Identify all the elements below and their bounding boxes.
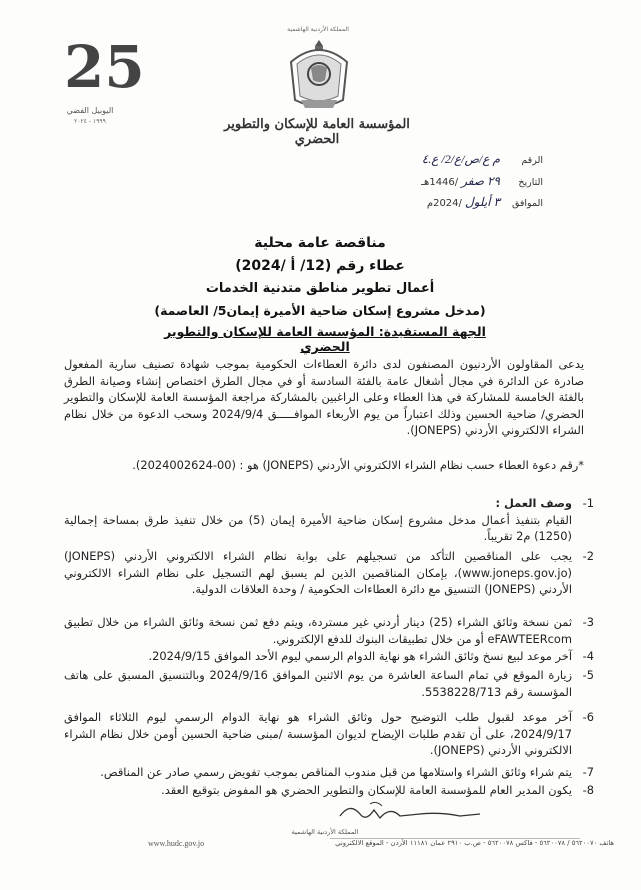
item-number: 2-: [582, 549, 594, 563]
gregorian-date-row: [373, 195, 543, 210]
item-text: يكون المدير العام للمؤسسة العامة للإسكان والتطوير الحضري هو المفوض بتوقيع العقد.: [161, 783, 572, 797]
item-text: يتم شراء وثائق الشراء واستلامها من قبل مندوب المناقص بموجب تفويض رسمي صادر عن المناقص.: [100, 765, 572, 779]
item-number: 5-: [582, 668, 594, 682]
footer-address: هاتف ٥٦٢٠٠٧٠ / ٥٦٢٠٠٧٨ - فاكس ٥٦٢٠٠٧٨ - ص.ب ٢٩١٠ عمان ١١١٨١ الأردن - الموقع الالكتروني: [335, 839, 614, 847]
organization-name: المؤسسة العامة للإسكان والتطوير الحضري: [224, 117, 410, 147]
item-text: زيارة الموقع في تمام الساعة العاشرة من يوم الاثنين الموافق 2024/9/16 وبالتنسيق المسبق على هاتف المؤسسة رقم 5538228/713.: [64, 668, 573, 699]
kingdom-label: المملكة الأردنية الهاشمية: [287, 26, 349, 33]
tender-subject: أعمال تطوير مناطق متدنية الخدمات: [205, 281, 435, 296]
signature-icon: [330, 796, 490, 828]
gregorian-date-value: ٣ أيلول: [464, 195, 500, 209]
hijri-date-row: [373, 174, 543, 189]
list-item: [64, 495, 594, 545]
reference-row: [373, 152, 543, 167]
logo-number: 25: [64, 33, 145, 101]
coat-of-arms-icon: [285, 34, 353, 112]
logo-caption: اليوبيل الفضي: [66, 106, 114, 115]
list-item: [64, 764, 594, 781]
list-item: [64, 614, 594, 648]
list-item: [64, 667, 594, 701]
intro-paragraph: يدعى المقاولون الأردنيون المصنفون لدى دائرة العطاءات الحكومية بموجب شهادة تصنيف سارية المفعول صادرة عن الدائرة في مجال أشغال عامة بالفئة السادسة أو في مجال الطرق اختصاص إنشاء وصيانة الطرق بالفئة الخامسة للمشاركة في هذا العطاء وعلى الراغبين بالمشاركة مراجعة المؤسسة العامة للإسكان والتطوير الحضري/ ضاحية الحسين وذلك اعتباراً من يوم الأربعاء الموافـــــق 2024/9/4 وسحب الدعوة من خلال نظام الشراء الالكتروني الأردني (JONEPS).: [64, 357, 584, 437]
gregorian-date-label: الموافق: [511, 198, 543, 209]
item-number: 1-: [582, 496, 594, 510]
hijri-date-value: ٢٩ صفر: [461, 174, 500, 188]
logo-years: ١٩٩٩ - ٢٠٢٤: [74, 118, 106, 125]
tender-type: مناقصة عامة محلية: [254, 235, 386, 251]
item-text: يجب على المناقصين التأكد من تسجيلهم على بوابة نظام الشراء الالكتروني الأردني (JONEPS) (www.joneps.gov.jo)، بإمكان المناقصين الذين لم يسبق لهم التسجيل على نظام الشراء الالكتروني الأردني (JONEPS) التنسيق مع دائرة العطاءات الحكومية / وحدة العلاقات الدولية.: [64, 549, 572, 596]
gregorian-date-suffix: /2024م: [426, 198, 462, 209]
hijri-date-label: التاريخ: [518, 177, 543, 188]
list-item: [64, 782, 594, 799]
reference-label: الرقم: [521, 155, 543, 166]
footer-website: www.hudc.gov.jo: [148, 839, 205, 848]
item-text: آخر موعد لبيع نسخ وثائق الشراء هو نهاية الدوام الرسمي ليوم الأحد الموافق 2024/9/15.: [148, 649, 572, 663]
item-heading: وصف العمل :: [495, 496, 572, 510]
item-text: ثمن نسخة وثائق الشراء (25) دينار أردني غير مستردة، ويتم دفع ثمن نسخة وثائق الشراء من خلال تطبيق eFAWTEERcom أو من خلال تطبيقات البنوك للدفع الإلكتروني.: [64, 615, 573, 646]
silver-jubilee-logo: [58, 32, 145, 127]
item-number: 7-: [582, 765, 594, 779]
invitation-reference: *رقم دعوة العطاء حسب نظام الشراء الالكتروني الأردني (JONEPS) هو : (00-2024002624).: [132, 458, 584, 472]
list-item: [64, 648, 594, 665]
item-text: القيام بتنفيذ أعمال مدخل مشروع إسكان ضاحية الأميرة إيمان (5) من خلال تنفيذ طرق بمساحة إجمالية (1250) م2 تقريباً.: [64, 512, 572, 543]
tender-location: (مدخل مشروع إسكان ضاحية الأميرة إيمان5/ العاصمة): [154, 303, 486, 318]
item-number: 8-: [582, 783, 594, 797]
item-number: 6-: [582, 710, 594, 724]
list-item: [64, 548, 594, 614]
item-text: آخر موعد لقبول طلب التوضيح حول وثائق الشراء هو نهاية الدوام الرسمي ليوم الثلاثاء الموافق 2024/9/17، على أن تقدم طلبات الإيضاح لديوان المؤسسة /مبنى ضاحية الحسين أومن خلال نظام الشراء الالكتروني الأردني (JONEPS).: [64, 710, 572, 757]
item-number: 3-: [582, 615, 594, 629]
hijri-date-suffix: /1446هـ: [421, 177, 459, 188]
beneficiary: الجهة المستفيدة: المؤسسة العامة للإسكان والتطوير الحضري: [164, 324, 486, 354]
list-item: [64, 709, 594, 759]
tender-number: عطاء رقم (12/ أ /2024): [235, 258, 405, 274]
reference-value: م ع/ص/ع/2/ ع.٤: [421, 152, 500, 166]
footer-organization: المملكة الأردنية الهاشمية: [291, 828, 359, 836]
item-number: 4-: [582, 649, 594, 663]
